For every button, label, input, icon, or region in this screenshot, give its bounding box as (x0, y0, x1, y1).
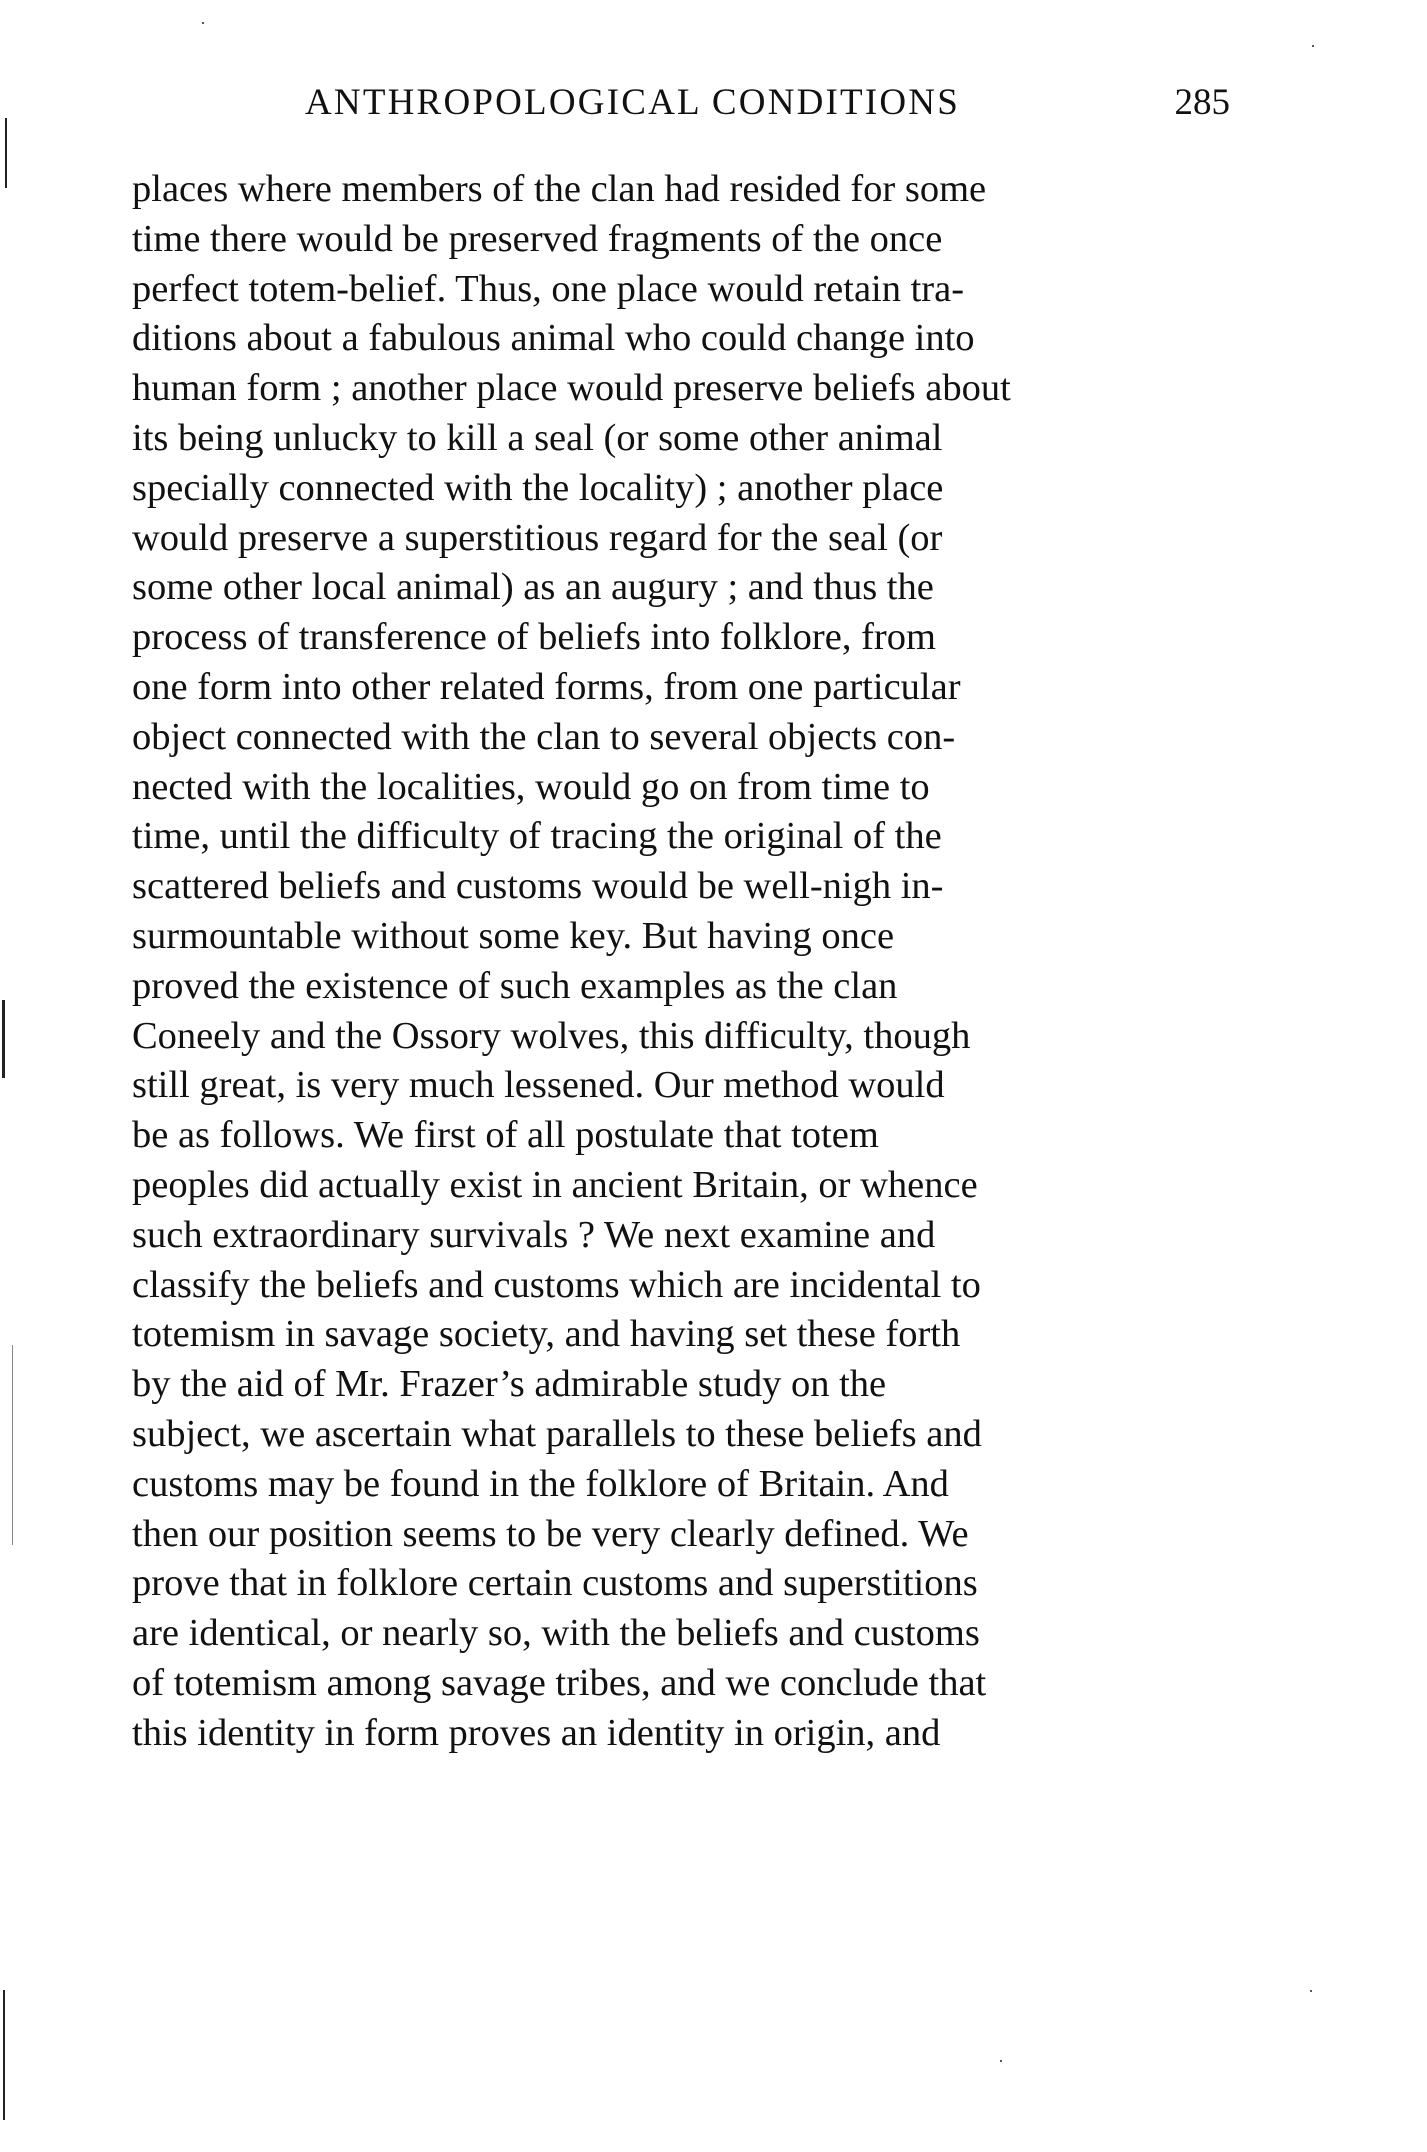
text-line: of totemism among savage tribes, and we conclude that (132, 1661, 987, 1704)
scan-speck (1310, 1990, 1312, 1992)
running-head (132, 78, 1230, 128)
scan-margin-mark (2, 1000, 5, 1078)
text-line: such extraordinary survivals ? We next examine and (132, 1213, 936, 1256)
text-line: time there would be preserved fragments of the once (132, 217, 943, 260)
text-line: one form into other related forms, from one particular (132, 665, 961, 708)
text-line: totemism in savage society, and having set these forth (132, 1313, 961, 1356)
text-line: peoples did actually exist in ancient Britain, or whence (132, 1163, 978, 1206)
text-line: by the aid of Mr. Frazer’s admirable study on the (132, 1363, 887, 1406)
scan-margin-mark (3, 1990, 5, 2120)
text-line: subject, we ascertain what parallels to these beliefs and (132, 1412, 982, 1455)
text-line: perfect totem-belief. Thus, one place would retain tra- (132, 267, 965, 310)
page-number: 285 (1174, 82, 1230, 123)
text-line: object connected with the clan to several objects con- (132, 715, 956, 758)
text-line: this identity in form proves an identity in origin, and (132, 1711, 941, 1754)
text-line: be as follows. We first of all postulate that totem (132, 1114, 879, 1157)
scan-speck (1312, 45, 1314, 47)
scan-speck (1000, 2060, 1002, 2062)
text-line: classify the beliefs and customs which are incidental to (132, 1263, 981, 1306)
text-line: process of transference of beliefs into folklore, from (132, 616, 936, 659)
text-line: would preserve a superstitious regard for the seal (or (132, 516, 943, 559)
text-line: are identical, or nearly so, with the beliefs and customs (132, 1612, 980, 1655)
text-line: Coneely and the Ossory wolves, this difficulty, though (132, 1014, 971, 1057)
text-line: prove that in folklore certain customs and superstitions (132, 1562, 978, 1605)
text-line: human form ; another place would preserve beliefs about (132, 367, 1011, 410)
running-title: ANTHROPOLOGICAL CONDITIONS (305, 82, 960, 123)
scan-margin-mark (12, 1345, 13, 1545)
text-line: its being unlucky to kill a seal (or some other animal (132, 416, 943, 459)
text-line: proved the existence of such examples as the clan (132, 964, 898, 1007)
text-line: still great, is very much lessened. Our method would (132, 1064, 945, 1107)
text-line: ditions about a fabulous animal who could change into (132, 317, 975, 360)
scan-margin-mark (5, 118, 7, 188)
text-line: places where members of the clan had resided for some (132, 168, 987, 210)
text-line: some other local animal) as an augury ; and thus the (132, 566, 934, 609)
text-line: surmountable without some key. But having once (132, 914, 895, 957)
text-line: nected with the localities, would go on from time to (132, 765, 930, 808)
body-text (132, 165, 1230, 1759)
text-line: specially connected with the locality) ; another place (132, 466, 944, 509)
text-line: scattered beliefs and customs would be well-nigh in- (132, 865, 944, 908)
text-line: then our position seems to be very clearly defined. We (132, 1512, 969, 1555)
text-line: time, until the difficulty of tracing the original of the (132, 815, 942, 858)
text-line: customs may be found in the folklore of Britain. And (132, 1462, 949, 1505)
scan-speck (202, 22, 204, 24)
